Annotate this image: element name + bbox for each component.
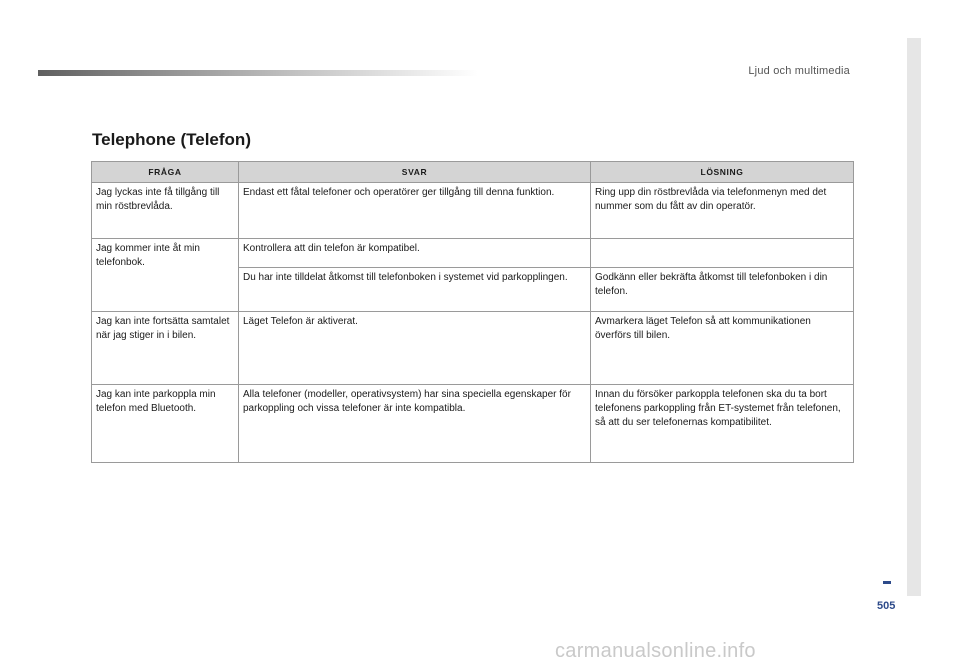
solution-cell: Ring upp din röstbrevlåda via telefonmenyn med det nummer som du fått av din operatör. — [591, 183, 854, 239]
solution-cell: Avmarkera läget Telefon så att kommunikationen överförs till bilen. — [591, 312, 854, 385]
page-number: 505 — [877, 600, 896, 612]
solution-cell: Godkänn eller bekräfta åtkomst till telefonboken i din telefon. — [591, 268, 854, 312]
question-cell: Jag kan inte fortsätta samtalet när jag stiger in i bilen. — [92, 312, 239, 385]
answer-cell: Du har inte tilldelat åtkomst till telefonboken i systemet vid parkopplingen. — [239, 268, 591, 312]
table-row — [92, 183, 854, 239]
table-row — [92, 385, 854, 463]
answer-cell: Läget Telefon är aktiverat. — [239, 312, 591, 385]
column-header-question: FRÅGA — [92, 162, 239, 183]
column-header-solution: LÖSNING — [591, 162, 854, 183]
section-title: Ljud och multimedia — [748, 65, 850, 77]
column-header-answer: SVAR — [239, 162, 591, 183]
solution-cell: Innan du försöker parkoppla telefonen ska du ta bort telefonens parkoppling från ET-systemet från telefonen, så att du ser telefonernas kompatibilitet. — [591, 385, 854, 463]
page-marker — [883, 581, 891, 584]
troubleshooting-table — [91, 161, 854, 463]
table-row — [92, 312, 854, 385]
header-gradient-bar — [38, 70, 478, 76]
question-cell: Jag lyckas inte få tillgång till min röstbrevlåda. — [92, 183, 239, 239]
answer-cell: Endast ett fåtal telefoner och operatörer ger tillgång till denna funktion. — [239, 183, 591, 239]
solution-cell — [591, 239, 854, 268]
question-cell: Jag kan inte parkoppla min telefon med Bluetooth. — [92, 385, 239, 463]
question-cell: Jag kommer inte åt min telefonbok. — [92, 239, 239, 312]
table-row — [92, 239, 854, 268]
page-title: Telephone (Telefon) — [92, 130, 251, 149]
answer-cell: Alla telefoner (modeller, operativsystem) har sina speciella egenskaper för parkoppling och vissa telefoner är inte kompatibla. — [239, 385, 591, 463]
watermark-text: carmanualsonline.info — [555, 640, 756, 662]
answer-cell: Kontrollera att din telefon är kompatibel. — [239, 239, 591, 268]
side-strip — [907, 38, 921, 596]
table-header-row — [92, 162, 854, 183]
